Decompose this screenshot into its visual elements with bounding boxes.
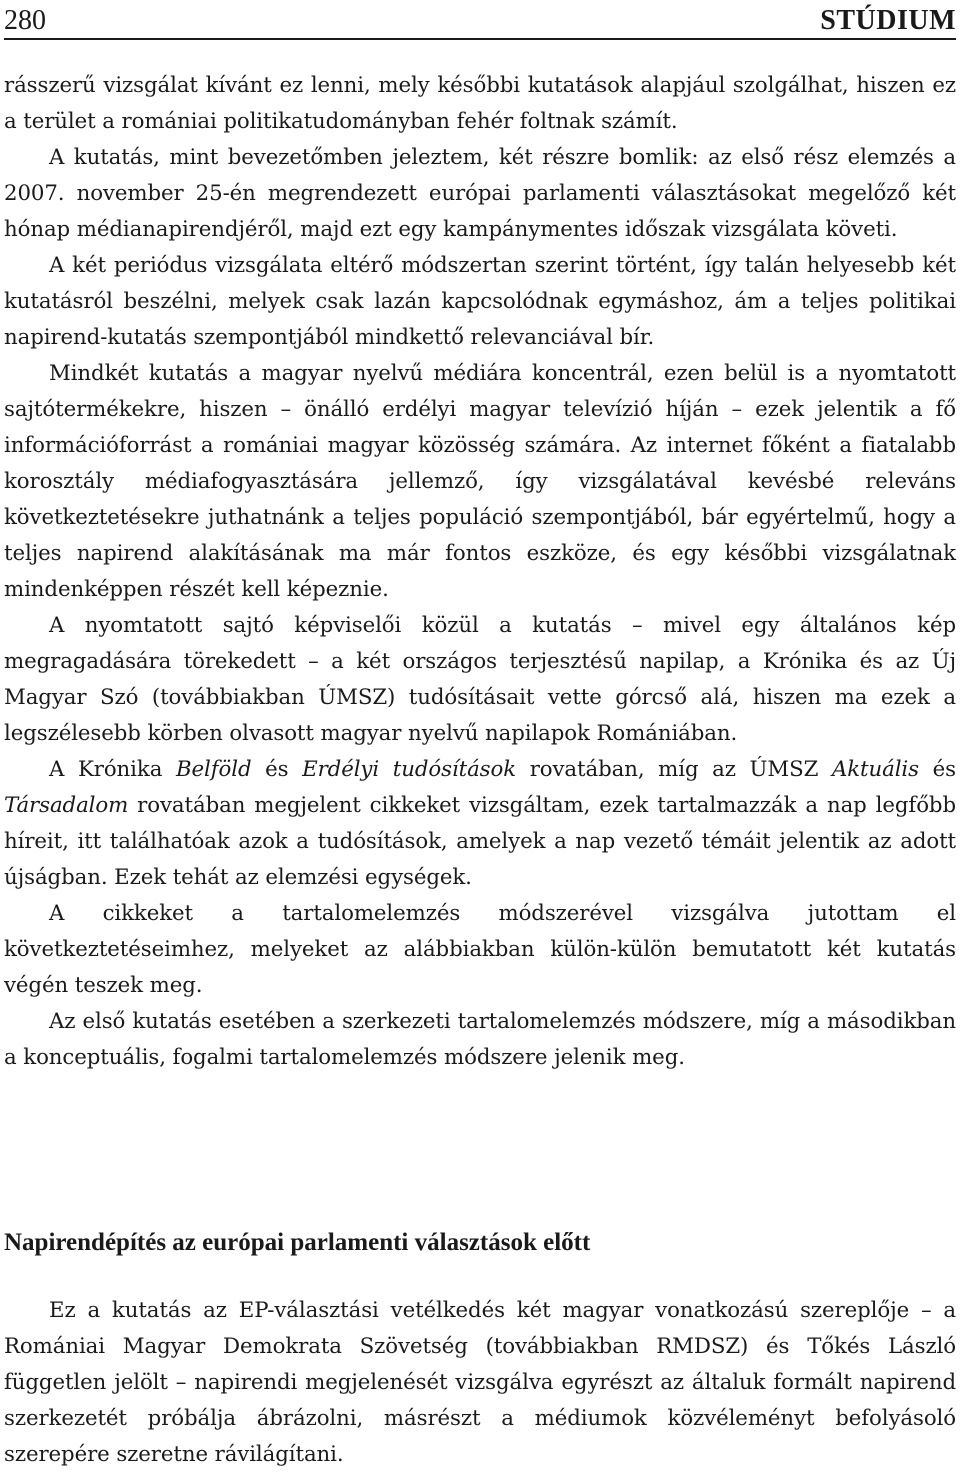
page-number: 280: [4, 5, 46, 36]
paragraph: Ez a kutatás az EP-választási vetélkedés két magyar vonatkozású szereplője – a Romániai Magyar Demokrata Szövetség (továbbiakban RMDSZ) és Tőkés László független jelölt – napirendi megjelenését vizsgálva egyrészt az általuk formált napirend szerkezetét próbálja ábrázolni, másrészt a médiumok közvéleményt befolyásoló szerepére szeretne rávilágítani.: [4, 1298, 956, 1467]
text-run: rovatában, míg az ÚMSZ: [516, 757, 832, 782]
paragraph: A nyomtatott sajtó képviselői közül a kutatás – mivel egy általános kép megragadására törekedett – a két országos terjesztésű napilap, a Krónika és az Új Magyar Szó (továbbiakban ÚMSZ) tudósításait vette górcső alá, hiszen ma ezek a legszélesebb körben olvasott magyar nyelvű napilapok Romániában.: [4, 613, 956, 746]
paragraph: Az első kutatás esetében a szerkezeti tartalomelemzés módszere, míg a másodikban a konceptuális, fogalmi tartalomelemzés módszere jelenik meg.: [4, 1009, 956, 1070]
rubric-name: Aktuális: [831, 757, 919, 782]
rubric-name: Belföld: [175, 757, 252, 782]
text-run: és: [918, 757, 956, 782]
paragraph: Mindkét kutatás a magyar nyelvű médiára koncentrál, ezen belül is a nyomtatott sajtótermékekre, hiszen – önálló erdélyi magyar televízió híján – ezek jelentik a fő információforrást a romániai magyar közösség számára. Az internet főként a fiatalabb korosztály médiafogyasztására jellemző, így vizsgálatával kevésbé releváns következtetésekre juthatnánk a teljes populáció szempontjából, bár egyértelmű, hogy a teljes napirend alakításának ma már fontos eszköze, és egy későbbi vizsgálatnak mindenképpen részét kell képeznie.: [4, 361, 956, 602]
section-heading: Napirendépítés az európai parlamenti választások előtt: [4, 1229, 591, 1256]
text-run: és: [251, 757, 303, 782]
article-body: [4, 68, 956, 1076]
paragraph: A két periódus vizsgálata eltérő módszertan szerint történt, így talán helyesebb két kutatásról beszélni, melyek csak lazán kapcsolódnak egymáshoz, ám a teljes politikai napirend-kutatás szempontjából mindkettő relevanciával bír.: [4, 253, 956, 350]
section-title: STÚDIUM: [820, 5, 956, 36]
text-run: A Krónika: [49, 757, 176, 782]
paragraph: A kutatás, mint bevezetőmben jeleztem, két részre bomlik: az első rész elemzés a 2007. november 25-én megrendezett európai parlamenti választásokat megelőző két hónap médianapirendjéről, majd ezt egy kampánymentes időszak vizsgálata követi.: [4, 145, 956, 242]
running-header: [4, 2, 956, 40]
paragraph: [4, 752, 956, 896]
paragraph: rásszerű vizsgálat kívánt ez lenni, mely későbbi kutatások alapjául szolgálhat, hiszen ez a terület a romániai politikatudományban fehér foltnak számít.: [4, 73, 956, 134]
text-run: rovatában megjelent cikkeket vizsgáltam, ezek tartalmazzák a nap legfőbb híreit, itt találhatóak azok a tudósítások, amelyek a nap vezető témáit jelentik az adott újságban. Ezek tehát az elemzési egységek.: [4, 793, 956, 890]
rubric-name: Erdélyi tudósítások: [302, 757, 517, 782]
paragraph: A cikkeket a tartalomelemzés módszerével vizsgálva jutottam el következtetéseimhez, melyeket az alábbiakban külön-külön bemutatott két kutatás végén teszek meg.: [4, 901, 956, 998]
section-body: [4, 1293, 956, 1473]
rubric-name: Társadalom: [4, 793, 129, 818]
